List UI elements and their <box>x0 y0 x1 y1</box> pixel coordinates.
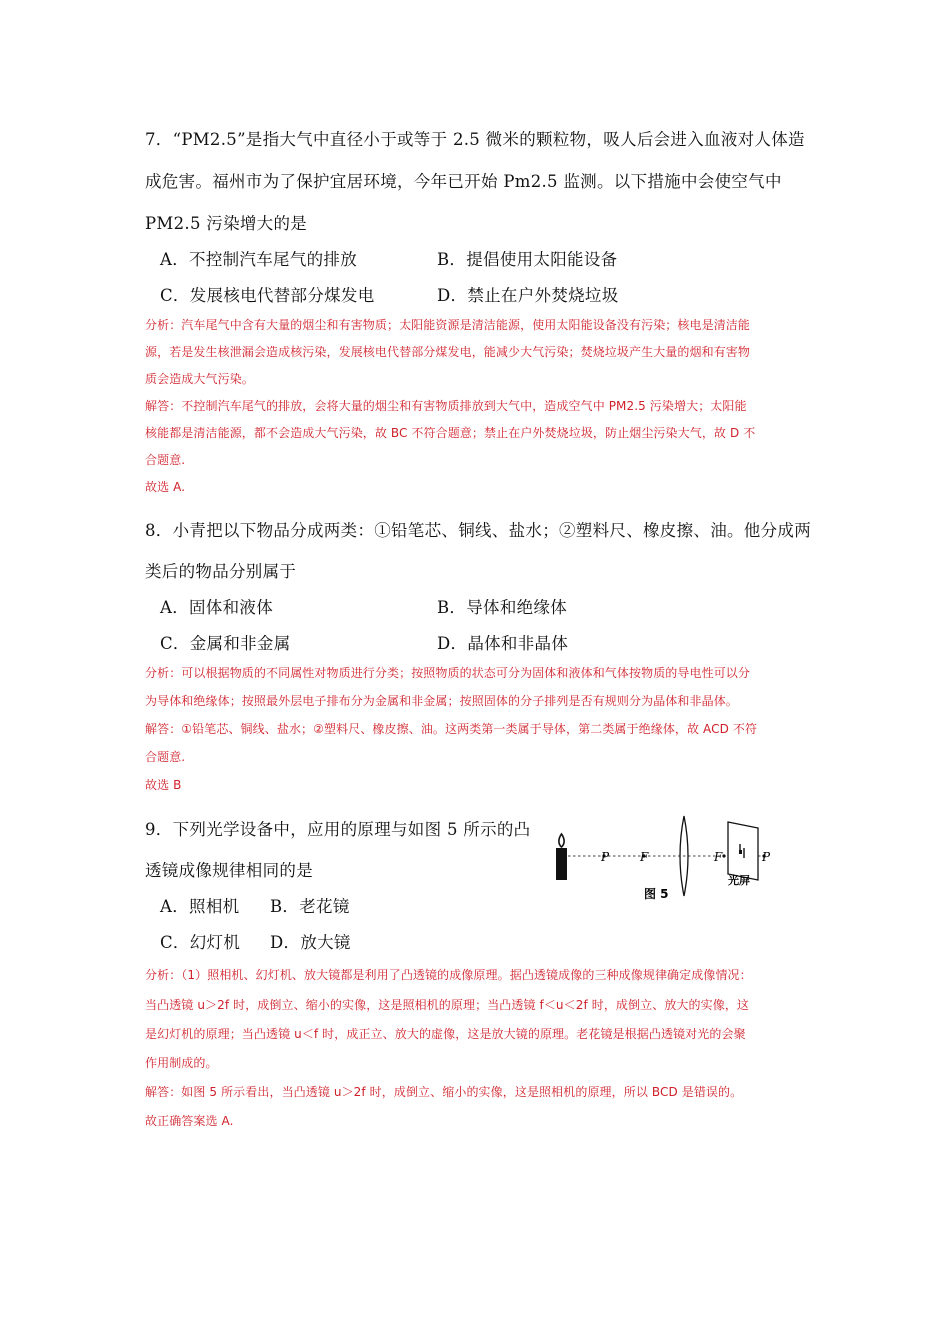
q9-analysis-line: 分析：（1）照相机、幻灯机、放大镜都是利用了凸透镜的成像原理。据凸透镜成像的三种成像规律确定成像情况： <box>145 968 752 982</box>
q9-option-c: C．幻灯机 <box>160 933 241 952</box>
q8-stem-line-2: 类后的物品分别属于 <box>145 562 297 581</box>
candle-icon <box>556 834 567 880</box>
q9-final-choice: 故正确答案选 A. <box>145 1114 234 1128</box>
q7-option-b: B．提倡使用太阳能设备 <box>437 250 618 269</box>
figure-caption: 图 5 <box>644 887 669 901</box>
q8-stem-line-1: 8．小青把以下物品分成两类：①铅笔芯、铜线、盐水；②塑料尺、橡皮擦、油。他分成两 <box>145 521 811 540</box>
label-p-right: P <box>762 850 771 864</box>
q8-answer-line: 合题意. <box>145 750 186 764</box>
q7-final-choice: 故选 A. <box>145 480 186 494</box>
q7-stem-line-3: PM2.5 污染增大的是 <box>145 214 308 233</box>
q9-option-a: A．照相机 <box>160 897 240 916</box>
q7-answer-line: 合题意. <box>145 453 186 467</box>
q8-option-d: D．晶体和非晶体 <box>437 634 569 653</box>
q9-answer-line: 解答：如图 5 所示看出，当凸透镜 u＞2f 时，成倒立、缩小的实像，这是照相机的原理，所以 BCD 是错误的。 <box>145 1085 743 1099</box>
q7-analysis-line: 源，若是发生核泄漏会造成核污染，发展核电代替部分煤发电，能减少大气污染；焚烧垃圾产生大量的烟和有害物 <box>145 345 751 359</box>
q7-analysis-line: 分析：汽车尾气中含有大量的烟尘和有害物质；太阳能资源是清洁能源，使用太阳能设备没有污染；核电是清洁能 <box>145 318 751 332</box>
label-f-right: F <box>714 850 723 864</box>
screen-icon <box>728 822 758 880</box>
q7-analysis-line: 质会造成大气污染。 <box>145 372 254 386</box>
figure-5-lens-diagram <box>550 812 790 912</box>
q9-option-d: D．放大镜 <box>270 933 351 952</box>
q7-answer-line: 解答：不控制汽车尾气的排放，会将大量的烟尘和有害物质排放到大气中，造成空气中 PM2.5 污染增大；太阳能 <box>145 399 747 413</box>
screen-label: 光屏 <box>728 874 750 887</box>
q7-option-a: A．不控制汽车尾气的排放 <box>160 250 358 269</box>
q7-stem-line-1: 7．“PM2.5”是指大气中直径小于或等于 2.5 微米的颗粒物，吸人后会进入血液对人体造 <box>145 130 805 149</box>
q7-option-c: C．发展核电代替部分煤发电 <box>160 286 375 305</box>
q9-stem-line-1: 9．下列光学设备中，应用的原理与如图 5 所示的凸 <box>145 820 531 839</box>
label-p-left: P <box>601 850 610 864</box>
q9-option-b: B．老花镜 <box>270 897 350 916</box>
q7-option-d: D．禁止在户外焚烧垃圾 <box>437 286 619 305</box>
q9-analysis-line: 是幻灯机的原理；当凸透镜 u＜f 时，成正立、放大的虚像，这是放大镜的原理。老花镜是根据凸透镜对光的会聚 <box>145 1027 746 1041</box>
label-f-left: F <box>640 850 649 864</box>
q8-analysis-line: 分析：可以根据物质的不同属性对物质进行分类；按照物质的状态可分为固体和液体和气体按物质的导电性可以分 <box>145 666 751 680</box>
q7-stem-line-2: 成危害。福州市为了保护宜居环境，今年已开始 Pm2.5 监测。以下措施中会使空气中 <box>145 172 782 191</box>
q8-analysis-line: 为导体和绝缘体；按照最外层电子排布分为金属和非金属；按照固体的分子排列是否有规则分为晶体和非晶体。 <box>145 694 738 708</box>
q9-analysis-line: 作用制成的。 <box>145 1056 218 1070</box>
q8-option-b: B．导体和绝缘体 <box>437 598 568 617</box>
q8-option-c: C．金属和非金属 <box>160 634 291 653</box>
q8-answer-line: 解答：①铅笔芯、铜线、盐水；②塑料尺、橡皮擦、油。这两类第一类属于导体，第二类属于绝缘体，故 ACD 不符 <box>145 722 758 736</box>
q7-answer-line: 核能都是清洁能源，都不会造成大气污染，故 BC 不符合题意；禁止在户外焚烧垃圾，防止烟尘污染大气，故 D 不 <box>145 426 756 440</box>
q9-analysis-line: 当凸透镜 u＞2f 时，成倒立、缩小的实像，这是照相机的原理；当凸透镜 f＜u＜2f 时，成倒立、放大的实像，这 <box>145 998 750 1012</box>
q8-option-a: A．固体和液体 <box>160 598 274 617</box>
q9-stem-line-2: 透镜成像规律相同的是 <box>145 861 313 880</box>
q8-final-choice: 故选 B <box>145 778 182 792</box>
